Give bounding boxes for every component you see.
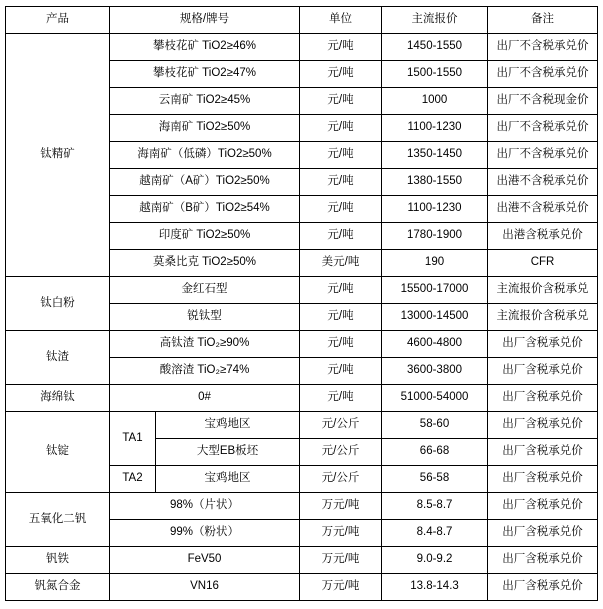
remark-cell: CFR [488, 250, 598, 277]
price-cell: 1100-1230 [382, 115, 488, 142]
price-cell: 1380-1550 [382, 169, 488, 196]
table-row [6, 331, 598, 358]
table-row [6, 547, 598, 574]
spec-cell: 0# [110, 385, 300, 412]
remark-cell: 出厂含税承兑价 [488, 412, 598, 439]
remark-cell: 出厂不含税承兑价 [488, 142, 598, 169]
spec-cell: 酸溶渣 TiO₂≥74% [110, 358, 300, 385]
header-product: 产品 [6, 7, 110, 34]
remark-cell: 主流报价含税承兑 [488, 277, 598, 304]
table-header-row [6, 7, 598, 34]
price-cell: 1350-1450 [382, 142, 488, 169]
price-cell: 1780-1900 [382, 223, 488, 250]
remark-cell: 出厂含税承兑价 [488, 520, 598, 547]
product-category-cell: 钒铁 [6, 547, 110, 574]
spec-cell: 越南矿（A矿）TiO2≥50% [110, 169, 300, 196]
spec-cell: 锐钛型 [110, 304, 300, 331]
header-spec: 规格/牌号 [110, 7, 300, 34]
price-cell: 1000 [382, 88, 488, 115]
product-category-cell: 钛锭 [6, 412, 110, 493]
remark-cell: 出厂含税承兑价 [488, 331, 598, 358]
price-cell: 3600-3800 [382, 358, 488, 385]
unit-cell: 元/公斤 [300, 466, 382, 493]
unit-cell: 元/吨 [300, 88, 382, 115]
remark-cell: 出港不含税承兑价 [488, 196, 598, 223]
price-cell: 1500-1550 [382, 61, 488, 88]
price-cell: 15500-17000 [382, 277, 488, 304]
price-cell: 9.0-9.2 [382, 547, 488, 574]
spec-cell: 大型EB板坯 [156, 439, 300, 466]
remark-cell: 出厂不含税承兑价 [488, 34, 598, 61]
table-row [6, 574, 598, 601]
remark-cell: 出厂不含税承兑价 [488, 115, 598, 142]
table-row [6, 385, 598, 412]
remark-cell: 主流报价含税承兑 [488, 304, 598, 331]
price-cell: 8.4-8.7 [382, 520, 488, 547]
table-row [6, 34, 598, 61]
remark-cell: 出厂不含税现金价 [488, 88, 598, 115]
table-row [6, 412, 598, 439]
unit-cell: 万元/吨 [300, 493, 382, 520]
spec-cell: 宝鸡地区 [156, 466, 300, 493]
titanium-price-table [5, 6, 598, 601]
price-cell: 1100-1230 [382, 196, 488, 223]
product-category-cell: 钛精矿 [6, 34, 110, 277]
price-cell: 8.5-8.7 [382, 493, 488, 520]
price-cell: 190 [382, 250, 488, 277]
unit-cell: 元/吨 [300, 277, 382, 304]
price-cell: 13000-14500 [382, 304, 488, 331]
table-row [6, 277, 598, 304]
unit-cell: 元/吨 [300, 142, 382, 169]
spec-cell: 云南矿 TiO2≥45% [110, 88, 300, 115]
grade-cell: TA1 [110, 412, 156, 466]
remark-cell: 出厂含税承兑价 [488, 574, 598, 601]
spec-cell: FeV50 [110, 547, 300, 574]
spec-cell: 攀枝花矿 TiO2≥46% [110, 34, 300, 61]
grade-cell: TA2 [110, 466, 156, 493]
unit-cell: 元/吨 [300, 196, 382, 223]
unit-cell: 万元/吨 [300, 520, 382, 547]
price-cell: 1450-1550 [382, 34, 488, 61]
remark-cell: 出港不含税承兑价 [488, 169, 598, 196]
unit-cell: 元/吨 [300, 304, 382, 331]
product-category-cell: 钒氮合金 [6, 574, 110, 601]
price-cell: 13.8-14.3 [382, 574, 488, 601]
product-category-cell: 钛白粉 [6, 277, 110, 331]
remark-cell: 出港含税承兑价 [488, 223, 598, 250]
unit-cell: 美元/吨 [300, 250, 382, 277]
unit-cell: 元/吨 [300, 331, 382, 358]
unit-cell: 元/公斤 [300, 439, 382, 466]
unit-cell: 元/公斤 [300, 412, 382, 439]
remark-cell: 出厂含税承兑价 [488, 466, 598, 493]
unit-cell: 元/吨 [300, 169, 382, 196]
product-category-cell: 钛渣 [6, 331, 110, 385]
unit-cell: 元/吨 [300, 358, 382, 385]
price-cell: 66-68 [382, 439, 488, 466]
price-cell: 58-60 [382, 412, 488, 439]
unit-cell: 元/吨 [300, 61, 382, 88]
price-cell: 51000-54000 [382, 385, 488, 412]
table-row [6, 493, 598, 520]
unit-cell: 元/吨 [300, 385, 382, 412]
remark-cell: 出厂含税承兑价 [488, 493, 598, 520]
product-category-cell: 海绵钛 [6, 385, 110, 412]
table-body [6, 7, 598, 601]
spec-cell: 99%（粉状） [110, 520, 300, 547]
header-unit: 单位 [300, 7, 382, 34]
price-cell: 4600-4800 [382, 331, 488, 358]
remark-cell: 出厂不含税承兑价 [488, 61, 598, 88]
spec-cell: 越南矿（B矿）TiO2≥54% [110, 196, 300, 223]
remark-cell: 出厂含税承兑价 [488, 385, 598, 412]
unit-cell: 元/吨 [300, 223, 382, 250]
price-cell: 56-58 [382, 466, 488, 493]
remark-cell: 出厂含税承兑价 [488, 439, 598, 466]
unit-cell: 万元/吨 [300, 547, 382, 574]
spec-cell: 宝鸡地区 [156, 412, 300, 439]
spec-cell: 98%（片状） [110, 493, 300, 520]
spec-cell: 高钛渣 TiO₂≥90% [110, 331, 300, 358]
product-category-cell: 五氧化二钒 [6, 493, 110, 547]
spec-cell: 海南矿 TiO2≥50% [110, 115, 300, 142]
unit-cell: 元/吨 [300, 34, 382, 61]
unit-cell: 万元/吨 [300, 574, 382, 601]
header-price: 主流报价 [382, 7, 488, 34]
unit-cell: 元/吨 [300, 115, 382, 142]
spec-cell: 莫桑比克 TiO2≥50% [110, 250, 300, 277]
remark-cell: 出厂含税承兑价 [488, 358, 598, 385]
spec-cell: VN16 [110, 574, 300, 601]
remark-cell: 出厂含税承兑价 [488, 547, 598, 574]
spec-cell: 海南矿（低磷）TiO2≥50% [110, 142, 300, 169]
spec-cell: 攀枝花矿 TiO2≥47% [110, 61, 300, 88]
spec-cell: 金红石型 [110, 277, 300, 304]
spec-cell: 印度矿 TiO2≥50% [110, 223, 300, 250]
header-remark: 备注 [488, 7, 598, 34]
